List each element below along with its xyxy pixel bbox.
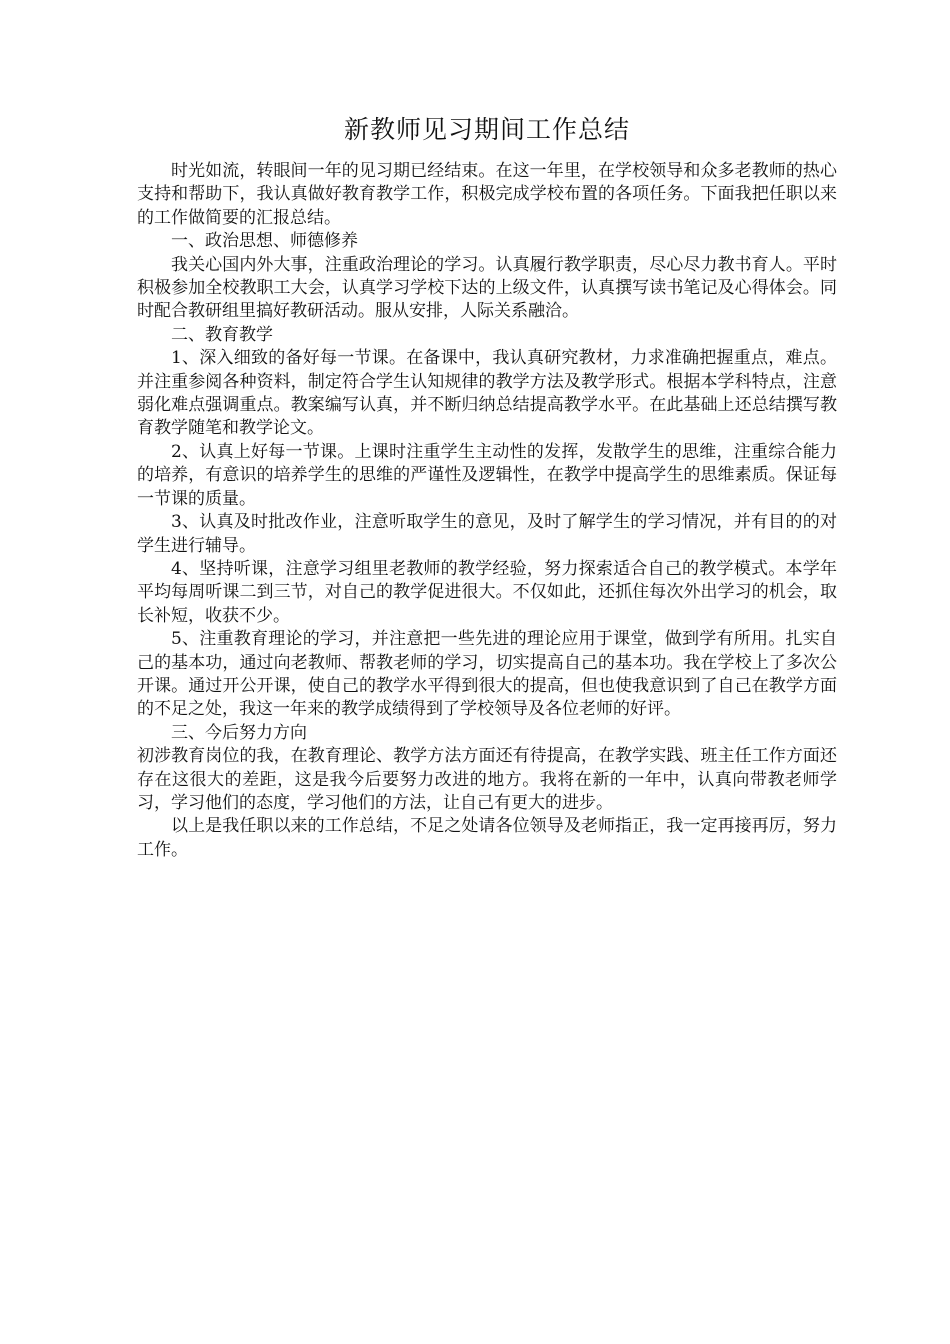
paragraph-teaching-2: 2、认真上好每一节课。上课时注重学生主动性的发挥，发散学生的思维，注重综合能力的培养，有意识的培养学生的思维的严谨性及逻辑性，在教学中提高学生的思维素质。保证每一节课的质量。 <box>137 441 837 509</box>
paragraph-intro: 时光如流，转眼间一年的见习期已经结束。在这一年里，在学校领导和众多老教师的热心支持和帮助下，我认真做好教育教学工作，积极完成学校布置的各项任务。下面我把任职以来的工作做简要的汇报总结。 <box>137 161 837 228</box>
section-heading-teaching: 二、教育教学 <box>171 324 273 345</box>
document-page <box>137 112 837 862</box>
paragraph-teaching-4: 4、坚持听课，注意学习组里老教师的教学经验，努力探索适合自己的教学模式。本学年平均每周听课二到三节，对自己的教学促进很大。不仅如此，还抓住每次外出学习的机会，取长补短，收获不少。 <box>137 558 837 626</box>
document-body <box>137 160 837 862</box>
document-title: 新教师见习期间工作总结 <box>343 115 630 144</box>
paragraph-teaching-1: 1、深入细致的备好每一节课。在备课中，我认真研究教材，力求准确把握重点，难点。并注重参阅各种资料，制定符合学生认知规律的教学方法及教学形式。根据本学科特点，注意弱化难点强调重点。教案编写认真，并不断归纳总结提高教学水平。在此基础上还总结撰写教育教学随笔和教学论文。 <box>137 348 837 439</box>
paragraph-closing: 以上是我任职以来的工作总结，不足之处请各位领导及老师指正，我一定再接再厉，努力工作。 <box>137 816 837 860</box>
section-heading-politics: 一、政治思想、师德修养 <box>171 231 358 252</box>
paragraph-future: 初涉教育岗位的我，在教育理论、教学方法方面还有待提高，在教学实践、班主任工作方面还存在这很大的差距，这是我今后要努力改进的地方。我将在新的一年中，认真向带教老师学习，学习他们的态度，学习他们的方法，让自己有更大的进步。 <box>137 746 837 813</box>
section-heading-future: 三、今后努力方向 <box>171 722 307 743</box>
paragraph-teaching-5: 5、注重教育理论的学习，并注意把一些先进的理论应用于课堂，做到学有所用。扎实自己的基本功，通过向老教师、帮教老师的学习，切实提高自己的基本功。我在学校上了多次公开课。通过开公开课，使自己的教学水平得到很大的提高，但也使我意识到了自己在教学方面的不足之处，我这一年来的教学成绩得到了学校领导及各位老师的好评。 <box>137 629 837 720</box>
paragraph-politics: 我关心国内外大事，注重政治理论的学习。认真履行教学职责，尽心尽力教书育人。平时积极参加全校教职工大会，认真学习学校下达的上级文件，认真撰写读书笔记及心得体会。同时配合教研组里搞好教研活动。服从安排，人际关系融洽。 <box>137 254 837 322</box>
paragraph-teaching-3: 3、认真及时批改作业，注意听取学生的意见，及时了解学生的学习情况，并有目的的对学生进行辅导。 <box>137 512 837 556</box>
